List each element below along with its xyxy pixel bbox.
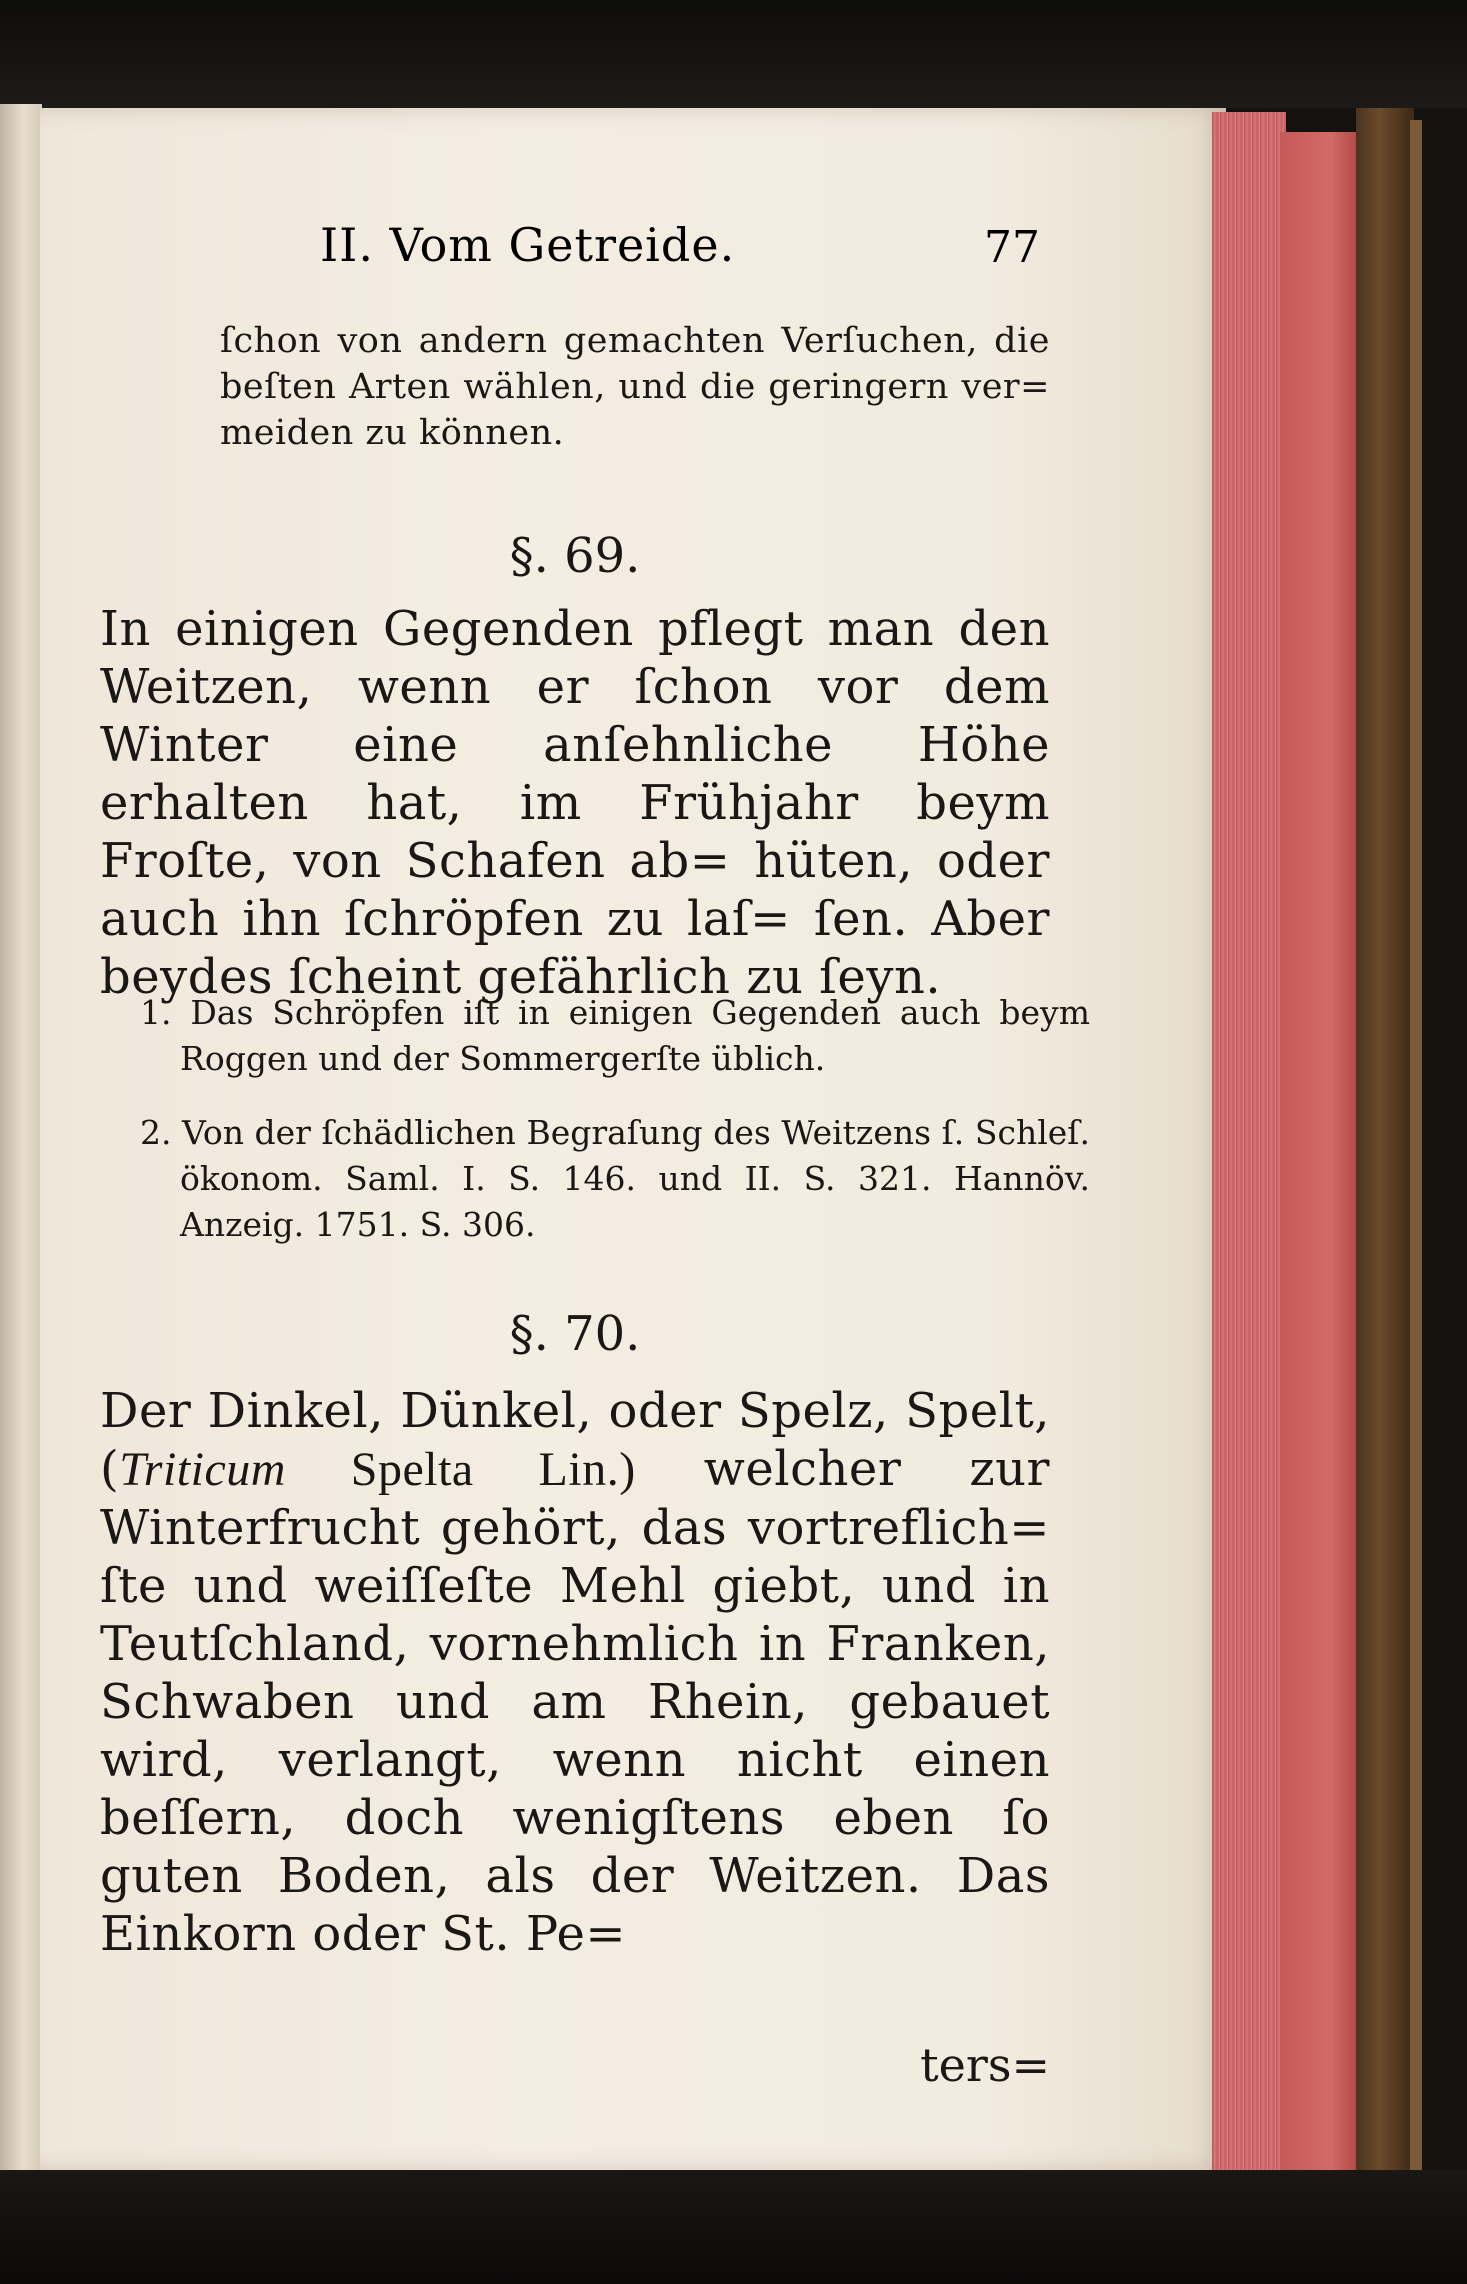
book-cover-edge — [1410, 120, 1422, 2170]
preceding-page-edge — [0, 104, 42, 2174]
book-page — [40, 108, 1226, 2170]
section-69-note-1: 1. Das Schröpfen iſt in einigen Gegenden auch beym Roggen und der Sommergerſte üblich. — [140, 993, 1090, 1078]
section-70-heading: §. 70. — [509, 1306, 641, 1362]
section-69-heading: §. 69. — [509, 528, 641, 584]
catchword: ters= — [920, 2038, 1050, 2092]
book-cover — [1356, 108, 1414, 2178]
running-head — [320, 218, 1040, 288]
backdrop-bottom — [0, 2170, 1467, 2284]
backdrop-top — [0, 0, 1467, 108]
latin-genus: Triticum — [119, 1443, 286, 1496]
section-70-text-end: welcher zur Winterfrucht gehört, das vortreflich= ſte und weiſſeſte Mehl giebt, und in Teutſchland, vornehmlich in Franken, Schwaben und am Rhein, gebauet wird, verlangt, wenn nicht einen beſſern, doch wenigſtens eben ſo guten Boden, als der Weitzen. Das Einkorn oder St. Pe= — [100, 1441, 1050, 1962]
page-number: 77 — [984, 222, 1040, 273]
page-edges — [1212, 112, 1286, 2172]
running-title: II. Vom Getreide. — [320, 218, 736, 272]
page-edge-front — [1280, 132, 1364, 2172]
top-paragraph: ſchon von andern gemachten Verſuchen, die beſten Arten wählen, und die geringern ver= meiden zu können. — [220, 321, 1050, 453]
latin-species: Spelta Lin.) — [285, 1443, 636, 1496]
section-70-text-start: Der Dinkel, Dünkel, oder Spelz, Spelt, ( — [100, 1383, 1050, 1497]
section-70-text — [100, 1382, 1050, 1963]
section-69-note-2: 2. Von der ſchädlichen Begraſung des Weitzens ſ. Schleſ. ökonom. Saml. I. S. 146. und II. S. 321. Hannöv. Anzeig. 1751. S. 306. — [140, 1113, 1090, 1244]
section-69-text: In einigen Gegenden pflegt man den Weitzen, wenn er ſchon vor dem Winter eine anſehnliche Höhe erhalten hat, im Frühjahr beym Froſte, von Schafen ab= hüten, oder auch ihn ſchröpfen zu laſ= ſen. Aber beydes ſcheint gefährlich zu ſeyn. — [100, 601, 1050, 1005]
